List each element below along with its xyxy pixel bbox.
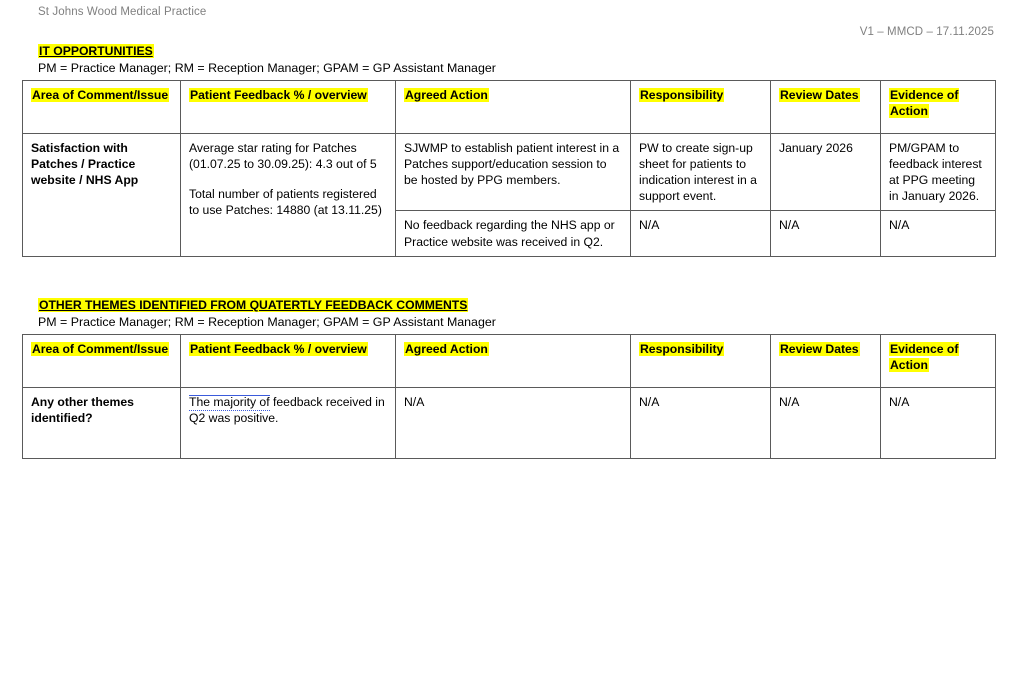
table-row	[23, 133, 996, 211]
column-header-responsibility: Responsibility	[631, 80, 771, 133]
document-version: V1 – MMCD – 17.11.2025	[859, 26, 994, 38]
feedback-text-rest: feedback received in Q2 was positive.	[189, 394, 385, 425]
cell-evidence-of-action: N/A	[881, 387, 996, 458]
feedback-registered-total: Total number of patients registered to use Patches: 14880 (at 13.11.25)	[189, 186, 382, 218]
cell-agreed-action: SJWMP to establish patient interest in a Patches support/education session to be hosted by PPG members.	[396, 133, 631, 211]
grammar-flagged-text: The majority of	[189, 394, 270, 409]
column-header-feedback: Patient Feedback % / overview	[181, 80, 396, 133]
column-header-review-dates: Review Dates	[771, 334, 881, 387]
other-themes-table	[22, 334, 996, 459]
feedback-star-rating: Average star rating for Patches (01.07.25 to 30.09.25): 4.3 out of 5	[189, 140, 377, 171]
it-opportunities-table	[22, 80, 996, 257]
column-header-agreed-action: Agreed Action	[396, 80, 631, 133]
cell-review-dates: N/A	[771, 387, 881, 458]
column-header-feedback: Patient Feedback % / overview	[181, 334, 396, 387]
column-header-area: Area of Comment/Issue	[23, 80, 181, 133]
column-header-agreed-action: Agreed Action	[396, 334, 631, 387]
column-header-evidence: Evidence of Action	[881, 80, 996, 133]
cell-responsibility: PW to create sign-up sheet for patients to indication interest in a support event.	[631, 133, 771, 211]
cell-review-dates: N/A	[771, 211, 881, 256]
document-header	[0, 6, 1024, 46]
practice-name: St Johns Wood Medical Practice	[38, 6, 207, 18]
section-it-opportunities	[22, 42, 997, 257]
table-header-row	[23, 80, 996, 133]
cell-responsibility: N/A	[631, 211, 771, 256]
column-header-review-dates: Review Dates	[771, 80, 881, 133]
row-label-other-themes: Any other themes identified?	[23, 387, 181, 458]
column-header-area: Area of Comment/Issue	[23, 334, 181, 387]
cell-patient-feedback	[181, 133, 396, 256]
column-header-responsibility: Responsibility	[631, 334, 771, 387]
table-row	[23, 387, 996, 458]
section-title: IT OPPORTUNITIES	[39, 44, 153, 58]
cell-patient-feedback	[181, 387, 396, 458]
section-title: OTHER THEMES IDENTIFIED FROM QUATERTLY FEEDBACK COMMENTS	[39, 298, 468, 312]
cell-responsibility: N/A	[631, 387, 771, 458]
row-label-satisfaction-patches: Satisfaction with Patches / Practice website / NHS App	[23, 133, 181, 256]
cell-review-dates: January 2026	[771, 133, 881, 211]
cell-agreed-action: No feedback regarding the NHS app or Practice website was received in Q2.	[396, 211, 631, 256]
cell-evidence-of-action: PM/GPAM to feedback interest at PPG meeting in January 2026.	[881, 133, 996, 211]
section-other-themes	[22, 296, 997, 459]
table-header-row	[23, 334, 996, 387]
cell-evidence-of-action: N/A	[881, 211, 996, 256]
cell-agreed-action: N/A	[396, 387, 631, 458]
section-legend: PM = Practice Manager; RM = Reception Manager; GPAM = GP Assistant Manager	[38, 315, 496, 329]
column-header-evidence: Evidence of Action	[881, 334, 996, 387]
section-legend: PM = Practice Manager; RM = Reception Manager; GPAM = GP Assistant Manager	[38, 61, 496, 75]
